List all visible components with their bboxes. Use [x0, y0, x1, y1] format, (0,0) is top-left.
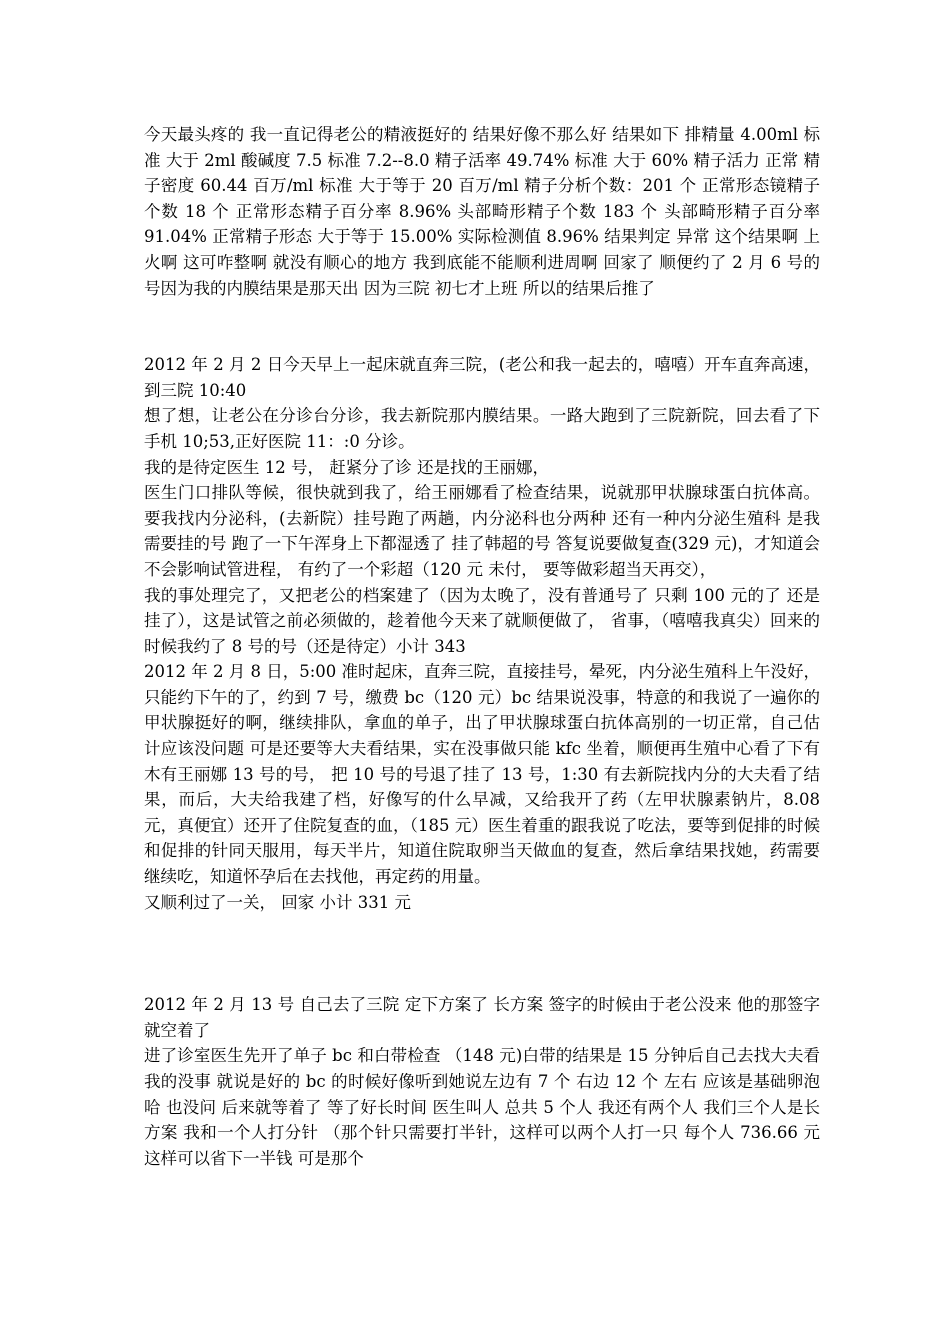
paragraph-feb13-clinic: 进了诊室医生先开了单子 bc 和白带检查 （148 元)白带的结果是 15 分钟后自己去找大夫看 我的没事 就说是好的 bc 的时候好像听到她说左边有 7 个 右边 12 个 左右 应该是基础卵泡哈 也没问 后来就等着了 等了好长时间 医生叫人 总共 5 个人 我还有两个人 我们三个人是长方案 我和一个人打分针 （那个针只需要打半针，这样可以两个人打一只 每个人 736.66 元 这样可以省下一半钱 可是那个	[144, 1046, 820, 1168]
document-page	[144, 122, 820, 1171]
paragraph-feb2-doctor: 我的是待定医生 12 号， 赶紧分了诊 还是找的王丽娜，	[144, 457, 549, 477]
paragraph-feb8-summary: 又顺利过了一关， 回家 小计 331 元	[144, 892, 411, 912]
paragraph-feb2-queue: 医生门口排队等候，很快就到我了，给王丽娜看了检查结果，说就那甲状腺球蛋白抗体高。要我找内分泌科，(去新院）挂号跑了两趟，内分泌科也分两种 还有一种内分泌生殖科 是我需要挂的号 跑了一下午浑身上下都湿透了 挂了韩超的号 答复说要做复查(329 元)，才知道会不会影响试管进程， 有约了一个彩超（120 元 未付， 要等做彩超当天再交），	[144, 483, 820, 579]
paragraph-feb2-intro: 2012 年 2 月 2 日今天早上一起床就直奔三院，(老公和我一起去的，嘻嘻）开车直奔高速，到三院 10:40	[144, 355, 820, 400]
paragraph-feb13-intro: 2012 年 2 月 13 号 自己去了三院 定下方案了 长方案 签字的时候由于老公没来 他的那签字就空着了	[144, 995, 820, 1040]
paragraph-feb2-husband: 我的事处理完了，又把老公的档案建了（因为太晚了，没有普通号了 只剩 100 元的了 还是挂了），这是试管之前必须做的，趁着他今天来了就顺便做了， 省事，（嘻嘻我真尖）回来的时候我约了 8 号的号（还是待定）小计 343	[144, 585, 820, 656]
paragraph-semen-report: 今天最头疼的 我一直记得老公的精液挺好的 结果好像不那么好 结果如下 排精量 4.00ml 标准 大于 2ml 酸碱度 7.5 标准 7.2--8.0 精子活率 49.74% 标准 大于 60% 精子活力 正常 精子密度 60.44 百万/ml 标准 大于等于 20 百万/ml 精子分析个数：201 个 正常形态镜精子个数 18 个 正常形态精子百分率 8.96% 头部畸形精子个数 183 个 头部畸形精子百分率 91.04% 正常精子形态 大于等于 15.00% 实际检测值 8.96% 结果判定 异常 这个结果啊 上火啊 这可咋整啊 就没有顺心的地方 我到底能不能顺利进周啊 回家了 顺便约了 2 月 6 号的号因为我的内膜结果是那天出 因为三院 初七才上班 所以的结果后推了	[144, 125, 820, 298]
paragraph-spacer	[144, 915, 820, 992]
paragraph-spacer	[144, 301, 820, 352]
paragraph-feb8: 2012 年 2 月 8 日，5:00 准时起床，直奔三院，直接挂号，晕死，内分泌生殖科上午没好，只能约下午的了，约到 7 号，缴费 bc（120 元）bc 结果说没事，特意的和我说了一遍你的甲状腺挺好的啊，继续排队，拿血的单子，出了甲状腺球蛋白抗体高别的一切正常，自己估计应该没问题 可是还要等大夫看结果，实在没事做只能 kfc 坐着，顺便再生殖中心看了下有木有王丽娜 13 号的号， 把 10 号的号退了挂了 13 号，1:30 有去新院找内分的大夫看了结果，而后，大夫给我建了档，好像写的什么早减，又给我开了药（左甲状腺素钠片，8.08 元，真便宜）还开了住院复查的血，（185 元）医生着重的跟我说了吃法，要等到促排的时候和促排的针同天服用，每天半片，知道住院取卵当天做血的复查，然后拿结果找她，药需要继续吃，知道怀孕后在去找他，再定药的用量。	[144, 662, 821, 887]
paragraph-feb2-triage: 想了想，让老公在分诊台分诊，我去新院那内膜结果。一路大跑到了三院新院，回去看了下手机 10;53,正好医院 11：:0 分诊。	[144, 406, 820, 451]
